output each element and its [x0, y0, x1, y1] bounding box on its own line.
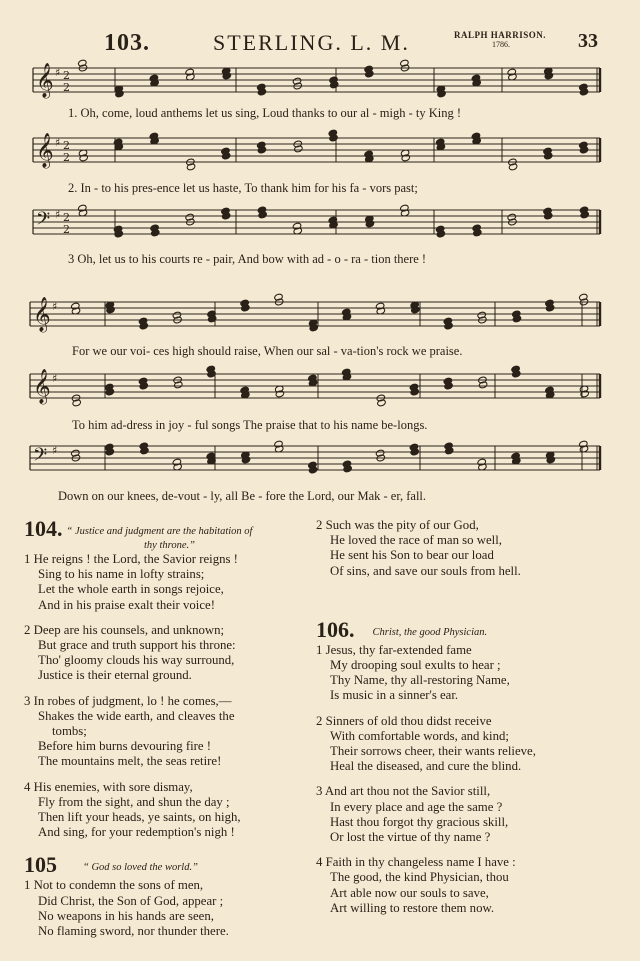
- note-head: [275, 390, 284, 398]
- note-head: [79, 154, 88, 162]
- composer: RALPH HARRISON.: [454, 30, 547, 40]
- hymn-106-verse-4: [316, 855, 626, 916]
- hymn-104-verse-2: [24, 623, 310, 684]
- note-head: [186, 163, 195, 171]
- time-signature: 2: [63, 223, 70, 236]
- hymn-104-number: 104.: [24, 516, 63, 541]
- verse-line: The good, the kind Physician, thou: [330, 870, 509, 885]
- hymn-104-verse-4: [24, 780, 310, 841]
- verse-line: 2 Such was the pity of our God,: [316, 518, 479, 532]
- note-head: [274, 440, 283, 448]
- note-head: [172, 458, 181, 466]
- verse-line: Their sorrows cheer, their wants relieve,: [330, 744, 536, 759]
- hymn-104-subtitle: “ Justice and judgment are the habitation of: [66, 526, 253, 537]
- verse-line: 3 And art thou not the Savior still,: [316, 784, 491, 799]
- note-head: [377, 399, 386, 407]
- verse-line: 1 Not to condemn the sons of men,: [24, 878, 204, 893]
- verse-line: tombs;: [52, 724, 87, 739]
- note-head: [401, 154, 410, 162]
- note-head: [71, 449, 80, 457]
- sharp-icon: ♯: [52, 300, 58, 313]
- left-column: [24, 518, 310, 939]
- time-signature: 2: [63, 139, 70, 152]
- sharp-icon: ♯: [52, 372, 58, 385]
- verse-line: 2 Deep are his counsels, and unknown;: [24, 622, 225, 637]
- note-head: [172, 311, 181, 319]
- verse-line: Then lift your heads, ye saints, on high,: [38, 810, 241, 825]
- note-head: [292, 222, 301, 230]
- hymn-106-verse-1: [316, 643, 626, 704]
- verse-line: Thy Name, thy all-restoring Name,: [330, 673, 510, 688]
- note-head: [508, 163, 517, 171]
- sharp-icon: ♯: [55, 208, 61, 221]
- hymn-104-verse-1: [24, 552, 310, 613]
- verse-line: Hast thou forgot thy gracious skill,: [330, 814, 509, 829]
- note-head: [71, 302, 80, 310]
- note-head: [400, 59, 409, 67]
- sharp-icon: ♯: [55, 136, 61, 149]
- verse-line: 3 In robes of judgment, lo ! he comes,—: [24, 693, 232, 708]
- note-head: [294, 145, 303, 153]
- verse-line: 2 Sinners of old thou didst receive: [316, 713, 492, 728]
- note-head: [78, 204, 87, 212]
- hymn-106-verse-2: [316, 714, 626, 775]
- verse-line: And sing, for your redemption's nigh !: [38, 825, 235, 840]
- verse-line: 1 He reigns ! the Lord, the Savior reigns !: [24, 552, 238, 566]
- note-head: [375, 449, 384, 457]
- verse-line: With comfortable words, and kind;: [330, 728, 509, 743]
- bass-clef-icon: 𝄢: [36, 209, 51, 234]
- hymn-106-subtitle: Christ, the good Physician.: [372, 626, 488, 638]
- verse-line: No weapons in his hands are seen,: [38, 908, 214, 923]
- hymn-105: [24, 854, 310, 939]
- lyric-line-3a: 3 Oh, let us to his courts re - pair, And bow with ad - o - ra - tion there !: [68, 252, 427, 266]
- verse-line: Fly from the sight, and shun the day ;: [38, 794, 230, 809]
- tune-title: STERLING. L. M.: [213, 30, 410, 55]
- verse-line: Art able now our souls to save,: [330, 885, 489, 900]
- lyric-line-2b: To him ad-dress in joy - ful songs The praise that to his name be-longs.: [72, 418, 428, 432]
- verse-line: In every place and age the same ?: [330, 799, 503, 814]
- verse-line: But grace and truth support his throne:: [38, 638, 236, 653]
- verse-line: Justice is their eternal ground.: [38, 668, 192, 683]
- time-signature: 2: [63, 69, 70, 82]
- time-signature: 2: [63, 151, 70, 164]
- treble-clef-icon: 𝄞: [33, 297, 51, 332]
- sharp-icon: ♯: [55, 66, 61, 79]
- note-head: [400, 204, 409, 212]
- hymn-106-verse-3: [316, 784, 626, 845]
- verse-line: And in his praise exalt their voice!: [38, 597, 215, 612]
- verse-line: The mountains melt, the seas retire!: [38, 754, 222, 769]
- note-head: [185, 68, 194, 76]
- time-signature: 2: [63, 211, 70, 224]
- verse-line: Heal the diseased, and cure the blind.: [330, 759, 522, 774]
- note-head: [507, 68, 516, 76]
- hymn-106: [316, 616, 626, 916]
- composer-year: 1786.: [492, 40, 510, 49]
- verse-line: Shakes the wide earth, and cleaves the: [38, 708, 235, 723]
- note-head: [478, 381, 487, 389]
- hymn-104-subtitle-cont: thy throne.”: [144, 540, 195, 551]
- hymn-104-verse-3: [24, 694, 310, 770]
- verse-line: He loved the race of man so well,: [330, 533, 502, 548]
- verse-line: My drooping soul exults to hear ;: [330, 658, 501, 673]
- note-head: [477, 311, 486, 319]
- lyric-line-1b: For we our voi- ces high should raise, When our sal - va-tion's rock we praise.: [72, 344, 463, 358]
- verse-line: Is music in a sinner's ear.: [330, 688, 459, 703]
- note-head: [274, 293, 283, 301]
- verse-line: 4 His enemies, with sore dismay,: [24, 779, 193, 794]
- hymn-105-verse-1: [24, 878, 310, 939]
- verse-line: Before him burns devouring fire !: [38, 739, 212, 754]
- hymn-105-subtitle: “ God so loved the world.”: [83, 862, 198, 874]
- verse-line: Sing to his name in lofty strains;: [38, 567, 205, 582]
- treble-clef-icon: 𝄞: [36, 63, 54, 98]
- verse-line: 1 Jesus, thy far-extended fame: [316, 642, 472, 657]
- verse-line: Tho' gloomy clouds his way surround,: [38, 653, 235, 668]
- note-head: [72, 399, 81, 407]
- note-head: [580, 390, 589, 398]
- verse-line: No flaming sword, nor thunder there.: [38, 924, 229, 939]
- hymn-106-number: 106.: [316, 616, 355, 642]
- note-head: [477, 458, 486, 466]
- note-head: [174, 381, 183, 389]
- note-head: [579, 440, 588, 448]
- note-head: [375, 302, 384, 310]
- note-head: [78, 59, 87, 67]
- bass-clef-icon: 𝄢: [33, 445, 48, 470]
- note-head: [579, 293, 588, 301]
- note-head: [507, 213, 516, 221]
- sharp-icon: ♯: [52, 444, 58, 457]
- hymn-105-verse-2: [316, 518, 626, 579]
- treble-clef-icon: 𝄞: [33, 369, 51, 404]
- verse-line: Art willing to restore them now.: [330, 900, 495, 915]
- verse-line: Or lost the virtue of thy name ?: [330, 830, 491, 845]
- treble-clef-icon: 𝄞: [36, 133, 54, 168]
- hymn-104: [24, 518, 310, 840]
- verse-line: Of sins, and save our souls from hell.: [330, 563, 521, 578]
- note-head: [185, 213, 194, 221]
- right-column: [316, 518, 626, 916]
- hymn-number: 103.: [104, 30, 150, 56]
- lyric-line-2a: 2. In - to his pres-ence let us haste, To thank him for his fa - vors past;: [68, 181, 418, 195]
- verse-line: 4 Faith in thy changeless name I have :: [316, 855, 516, 870]
- verse-line: Let the whole earth in songs rejoice,: [38, 582, 224, 597]
- time-signature: 2: [63, 81, 70, 94]
- verse-line: He sent his Son to bear our load: [330, 548, 494, 563]
- lyric-line-1a: 1. Oh, come, loud anthems let us sing, Loud thanks to our al - migh - ty King !: [68, 106, 462, 120]
- note-head: [292, 77, 301, 85]
- hymn-105-number: 105: [24, 852, 57, 878]
- verse-line: Did Christ, the Son of God, appear ;: [38, 893, 224, 908]
- lyric-line-3b: Down on our knees, de-vout - ly, all Be - fore the Lord, our Mak - er, fall.: [58, 489, 427, 503]
- page-number: 33: [578, 30, 598, 52]
